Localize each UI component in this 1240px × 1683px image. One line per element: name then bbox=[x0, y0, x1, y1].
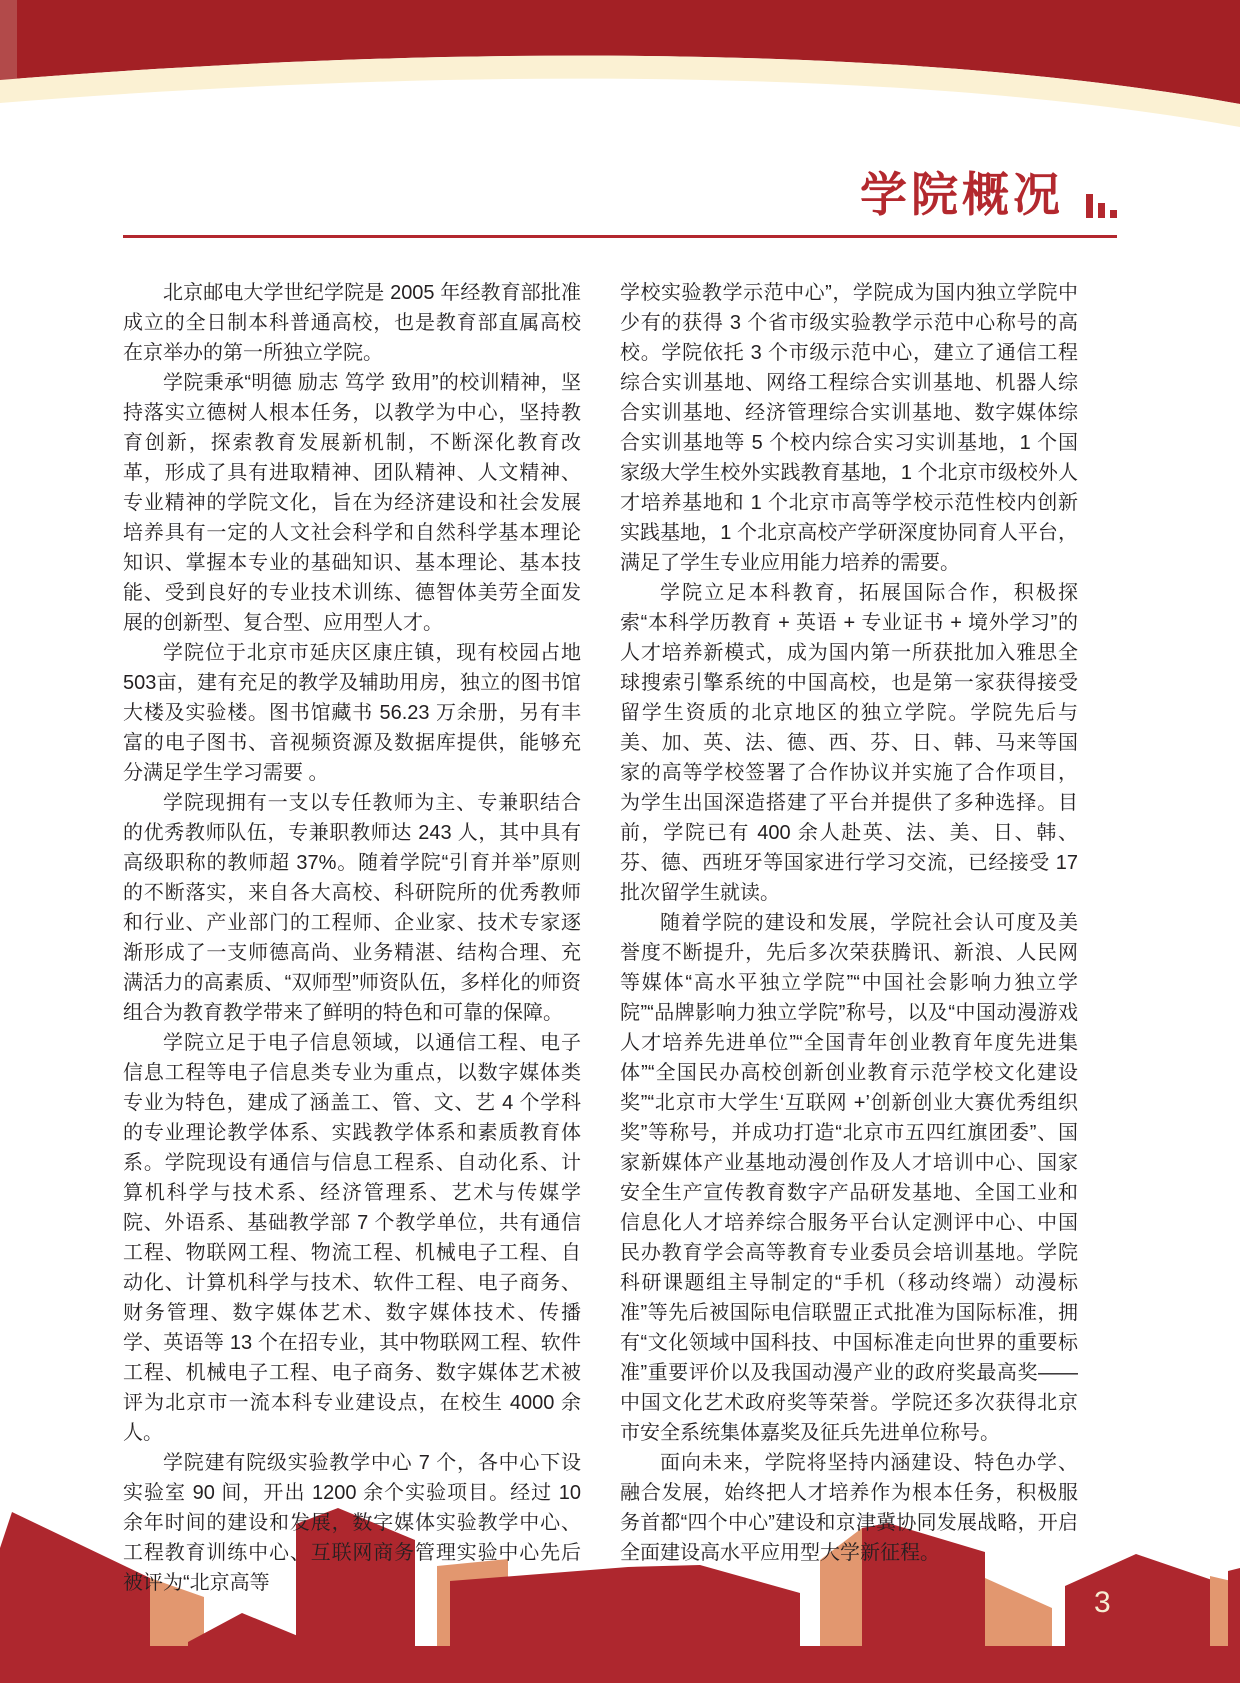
paragraph: 学校实验教学示范中心”，学院成为国内独立学院中少有的获得 3 个省市级实验教学示范中心称号的高校。学院依托 3 个市级示范中心，建立了通信工程综合实训基地、网络工程综合实训基地、机器人综合实训基地、经济管理综合实训基地、数字媒体综合实训基地等 5 个校内综合实习实训基地，1 个国家级大学生校外实践教育基地，1 个北京市级校外人才培养基地和 1 个北京市高等学校示范性校内创新实践基地，1 个北京高校产学研深度协同育人平台，满足了学生专业应用能力培养的需要。 bbox=[620, 282, 1078, 574]
paragraph: 北京邮电大学世纪学院是 2005 年经教育部批准成立的全日制本科普通高校，也是教育部直属高校在京举办的第一所独立学院。 bbox=[123, 282, 581, 364]
paragraph: 学院位于北京市延庆区康庄镇，现有校园占地503亩，建有充足的教学及辅助用房，独立的图书馆大楼及实验楼。图书馆藏书 56.23 万余册，另有丰富的电子图书、音视频资源及数据库提供，能够充分满足学生学习需要 。 bbox=[123, 642, 581, 784]
title-rule bbox=[123, 235, 1117, 238]
descending-bars-icon bbox=[1086, 194, 1117, 218]
page-number: 3 bbox=[1094, 1586, 1111, 1619]
paragraph: 面向未来，学院将坚持内涵建设、特色办学、融合发展，始终把人才培养作为根本任务，积极服务首都“四个中心”建设和京津冀协同发展战略，开启全面建设高水平应用型大学新征程。 bbox=[620, 1452, 1078, 1564]
title-row bbox=[123, 168, 1117, 222]
paragraph: 学院现拥有一支以专任教师为主、专兼职结合的优秀教师队伍，专兼职教师达 243 人，其中具有高级职称的教师超 37%。随着学院“引育并举”原则的不断落实，来自各大高校、科研院所的优秀教师和行业、产业部门的工程师、企业家、技术专家逐渐形成了一支师德高尚、业务精湛、结构合理、充满活力的高素质、“双师型”师资队伍，多样化的师资组合为教育教学带来了鲜明的特色和可靠的保障。 bbox=[123, 792, 581, 1024]
paragraph: 学院秉承“明德 励志 笃学 致用”的校训精神，坚持落实立德树人根本任务，以教学为中心，坚持教育创新，探索教育发展新机制，不断深化教育改革，形成了具有进取精神、团队精神、人文精神、专业精神的学院文化，旨在为经济建设和社会发展培养具有一定的人文社会科学和自然科学基本理论知识、掌握本专业的基础知识、基本理论、基本技能、受到良好的专业技术训练、德智体美劳全面发展的创新型、复合型、应用型人才。 bbox=[123, 372, 581, 634]
right-column bbox=[620, 278, 1078, 1568]
paragraph: 随着学院的建设和发展，学院社会认可度及美誉度不断提升，先后多次荣获腾讯、新浪、人民网等媒体“高水平独立学院”“中国社会影响力独立学院”“品牌影响力独立学院”称号，以及“中国动漫游戏人才培养先进单位”“全国青年创业教育年度先进集体”“全国民办高校创新创业教育示范学校文化建设奖”“北京市大学生‘互联网 +’创新创业大赛优秀组织奖”等称号，并成功打造“北京市五四红旗团委”、国家新媒体产业基地动漫创作及人才培训中心、国家安全生产宣传教育数字产品研发基地、全国工业和信息化人才培养综合服务平台认定测评中心、中国民办教育学会高等教育专业委员会培训基地。学院科研课题组主导制定的“手机（移动终端）动漫标准”等先后被国际电信联盟正式批准为国际标准，拥有“文化领域中国科技、中国标准走向世界的重要标准”重要评价以及我国动漫产业的政府奖最高奖——中国文化艺术政府奖等荣誉。学院还多次获得北京市安全系统集体嘉奖及征兵先进单位称号。 bbox=[620, 912, 1078, 1444]
header-band bbox=[0, 0, 1240, 130]
paragraph: 学院立足于电子信息领域，以通信工程、电子信息工程等电子信息类专业为重点，以数字媒体类专业为特色，建成了涵盖工、管、文、艺 4 个学科的专业理论教学体系、实践教学体系和素质教育体系。学院现设有通信与信息工程系、自动化系、计算机科学与技术系、经济管理系、艺术与传媒学院、外语系、基础教学部 7 个教学单位，共有通信工程、物联网工程、物流工程、机械电子工程、自动化、计算机科学与技术、软件工程、电子商务、财务管理、数字媒体艺术、数字媒体技术、传播学、英语等 13 个在招专业，其中物联网工程、软件工程、机械电子工程、电子商务、数字媒体艺术被评为北京市一流本科专业建设点，在校生 4000 余人。 bbox=[123, 1032, 581, 1444]
paragraph: 学院立足本科教育，拓展国际合作，积极探索“本科学历教育 + 英语 + 专业证书 + 境外学习”的人才培养新模式，成为国内第一所获批加入雅思全球搜索引擎系统的中国高校，也是第一家获得接受留学生资质的北京地区的独立学院。学院先后与美、加、英、法、德、西、芬、日、韩、马来等国家的高等学校签署了合作协议并实施了合作项目，为学生出国深造搭建了平台并提供了多种选择。目前，学院已有 400 余人赴英、法、美、日、韩、芬、德、西班牙等国家进行学习交流，已经接受 17 批次留学生就读。 bbox=[620, 582, 1078, 904]
left-column bbox=[123, 278, 581, 1598]
paragraph: 学院建有院级实验教学中心 7 个，各中心下设实验室 90 间，开出 1200 余个实验项目。经过 10 余年时间的建设和发展，数字媒体实验教学中心、工程教育训练中心、互联网商务管理实验中心先后被评为“北京高等 bbox=[123, 1452, 581, 1594]
page-title: 学院概况 bbox=[860, 168, 1064, 221]
